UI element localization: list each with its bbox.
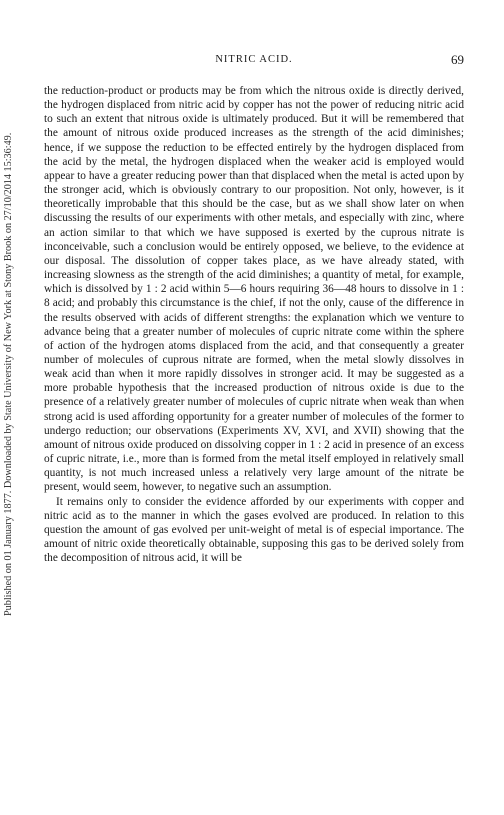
body-text [44, 84, 464, 565]
watermark-text: Published on 01 January 1877. Downloaded by State University of New York at Stony Brook on 27/10/2014 15:36:49. [3, 132, 14, 616]
paragraph: It remains only to consider the evidence afforded by our experiments with copper and nitric acid as to the manner in which the gases evolved are produced. In relation to this question the amount of gas evolved per unit-weight of metal is of especial importance. The amount of nitric oxide theoretically obtainable, supposing this gas to be derived solely from the decomposition of nitrous acid, it will be [44, 495, 464, 565]
running-head [44, 54, 464, 72]
paragraph: the reduction-product or products may be from which the nitrous oxide is directly derived, the hydrogen displaced from nitric acid by copper has not the power of reducing nitric acid to such an extent that nitrous oxide is ultimately produced. But it will be remembered that the amount of nitrous oxide produced increases as the strength of the acid diminishes; hence, if we suppose the reduction to be effected entirely by the hydrogen displaced from the acid by the metal, the hydrogen displaced when the weaker acid is employed would appear to have a greater reducing power than that displaced when the metal is acted upon by the stronger acid, which is obviously contrary to our proposition. Not only, however, is it theoretically improbable that this should be the case, but as we shall show later on when discussing the results of our experiments with other metals, and especially with zinc, where an action similar to that which we have supposed is exerted by the cuprous nitrate is inconceivable, such a conclusion would be entirely opposed, we believe, to the evidence at our disposal. The dissolution of copper takes place, as we have already stated, with increasing slowness as the strength of the acid diminishes; a quantity of metal, for example, which is dissolved by 1 : 2 acid within 5—6 hours requiring 36—48 hours to dissolve in 1 : 8 acid; and probably this circumstance is the chief, if not the only, cause of the difference in the results observed with acids of different strengths: the explanation which we venture to advance being that a greater number of molecules of cupric nitrate come within the sphere of action of the hydrogen atoms displaced from the acid, and that consequently a greater number of molecules of cuprous nitrate are formed, when the metal slowly dissolves in weak acid than when it more rapidly dissolves in stronger acid. It may be suggested as a more probable hypothesis that the increased production of nitrous oxide is due to the presence of a relatively greater number of molecules of cupric nitrate when weak than when strong acid is used affording opportunity for a greater number of molecules of the former to undergo reduction; our observations (Experiments XV, XVI, and XVII) showing that the amount of nitrous oxide produced on dissolving copper in 1 : 2 acid in presence of an excess of cupric nitrate, i.e., more than is formed from the metal itself employed in relatively small quantity, is not much increased unless a relatively very large amount of the nitrate be present, would seem, however, to negative such an assumption. [44, 85, 464, 494]
page-number: 69 [451, 52, 464, 67]
page [44, 54, 464, 565]
download-watermark [3, 16, 17, 616]
running-title: NITRIC ACID. [215, 54, 293, 65]
